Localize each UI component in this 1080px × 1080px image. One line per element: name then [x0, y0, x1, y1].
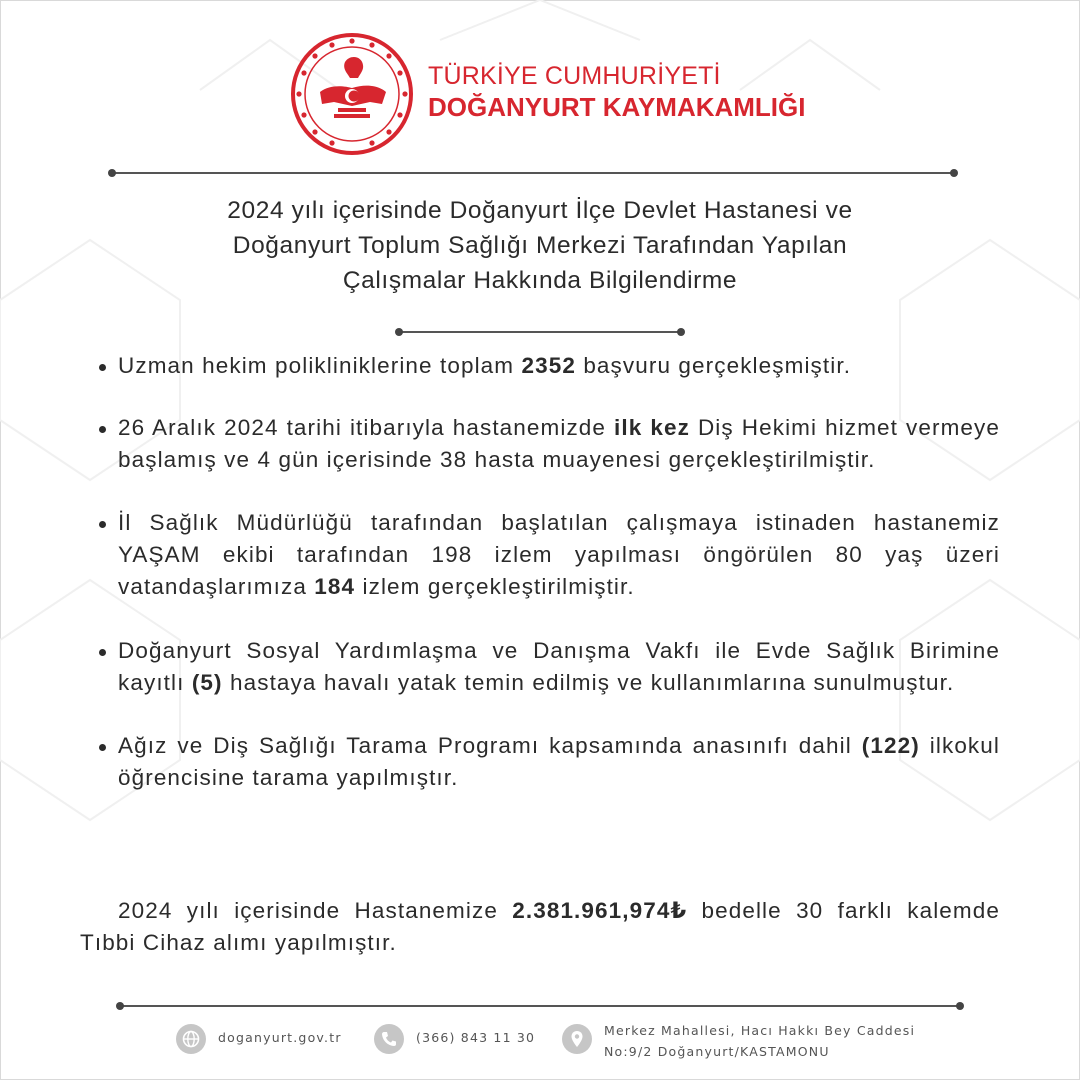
footer-website[interactable]	[176, 1022, 356, 1058]
org-name-line2: DOĞANYURT KAYMAKAMLIĞI	[428, 92, 806, 122]
info-bullet-list	[96, 350, 1000, 794]
title-line: 2024 yılı içerisinde Doğanyurt İlçe Devlet Hastanesi ve	[227, 197, 853, 224]
bullet-item	[96, 635, 1000, 699]
map-pin-icon	[562, 1024, 592, 1054]
bullet-text: Uzman hekim polikliniklerine toplam	[118, 353, 522, 378]
bullet-highlight: 2352	[521, 353, 576, 378]
closing-text: 2024 yılı içerisinde Hastanemize	[118, 898, 513, 923]
org-name-line1: TÜRKİYE CUMHURİYETİ	[428, 62, 721, 90]
phone-number: (366) 843 11 30	[416, 1030, 536, 1045]
address-text	[604, 1020, 924, 1062]
phone-icon	[374, 1024, 404, 1054]
address-line2: No:9/2 Doğanyurt/KASTAMONU	[604, 1044, 830, 1059]
government-seal-icon	[290, 32, 414, 156]
header	[290, 32, 810, 158]
bullet-highlight: (122)	[861, 733, 920, 758]
bullet-highlight: 184	[314, 574, 356, 599]
bullet-text: İl Sağlık Müdürlüğü tarafından başlatılan çalışmaya istinaden hastanemiz YAŞAM ekibi tarafından 198 izlem yapılması öngörülen 80 yaş üzeri vatandaşlarımıza	[118, 510, 1000, 599]
bullet-highlight: ilk kez	[614, 415, 690, 440]
globe-icon	[176, 1024, 206, 1054]
closing-text: bedelle 30 farklı kalemde Tıbbi Cihaz alımı yapılmıştır.	[80, 898, 1000, 955]
website-link[interactable]: doganyurt.gov.tr	[218, 1030, 342, 1045]
title-line: Doğanyurt Toplum Sağlığı Merkezi Tarafından Yapılan	[232, 232, 848, 259]
bullet-text: 26 Aralık 2024 tarihi itibarıyla hastanemizde	[118, 415, 615, 440]
bullet-text: başvuru gerçekleşmiştir.	[575, 353, 852, 378]
bullet-text: Diş Hekimi hizmet vermeye başlamış ve 4 gün içerisinde 38 hasta muayenesi gerçekleştirilmiştir.	[118, 415, 1000, 472]
bullet-item	[96, 730, 1000, 794]
closing-paragraph	[80, 895, 1000, 959]
document-title	[120, 193, 960, 298]
bullet-item	[96, 412, 1000, 476]
address-line1: Merkez Mahallesi, Hacı Hakkı Bey Caddesi	[604, 1023, 916, 1038]
bullet-text: Doğanyurt Sosyal Yardımlaşma ve Danışma Vakfı ile Evde Sağlık Birimine kayıtlı	[118, 638, 1000, 695]
bullet-item	[96, 507, 1000, 603]
bullet-highlight: (5)	[191, 670, 223, 695]
title-divider	[399, 331, 681, 333]
title-line: Çalışmalar Hakkında Bilgilendirme	[342, 267, 738, 294]
footer-phone[interactable]	[374, 1022, 544, 1058]
bullet-text: Ağız ve Diş Sağlığı Tarama Programı kapsamında anasınıfı dahil	[118, 733, 862, 758]
footer-divider	[120, 1005, 960, 1007]
footer-address	[562, 1018, 922, 1059]
bullet-text: hastaya havalı yatak temin edilmiş ve kullanımlarına sunulmuştur.	[222, 670, 955, 695]
bullet-text: ilkokul öğrencisine tarama yapılmıştır.	[118, 733, 1000, 790]
top-divider	[112, 172, 954, 174]
bullet-text: izlem gerçekleştirilmiştir.	[355, 574, 635, 599]
bullet-item	[96, 350, 1000, 382]
closing-highlight: 2.381.961,974₺	[512, 898, 688, 923]
